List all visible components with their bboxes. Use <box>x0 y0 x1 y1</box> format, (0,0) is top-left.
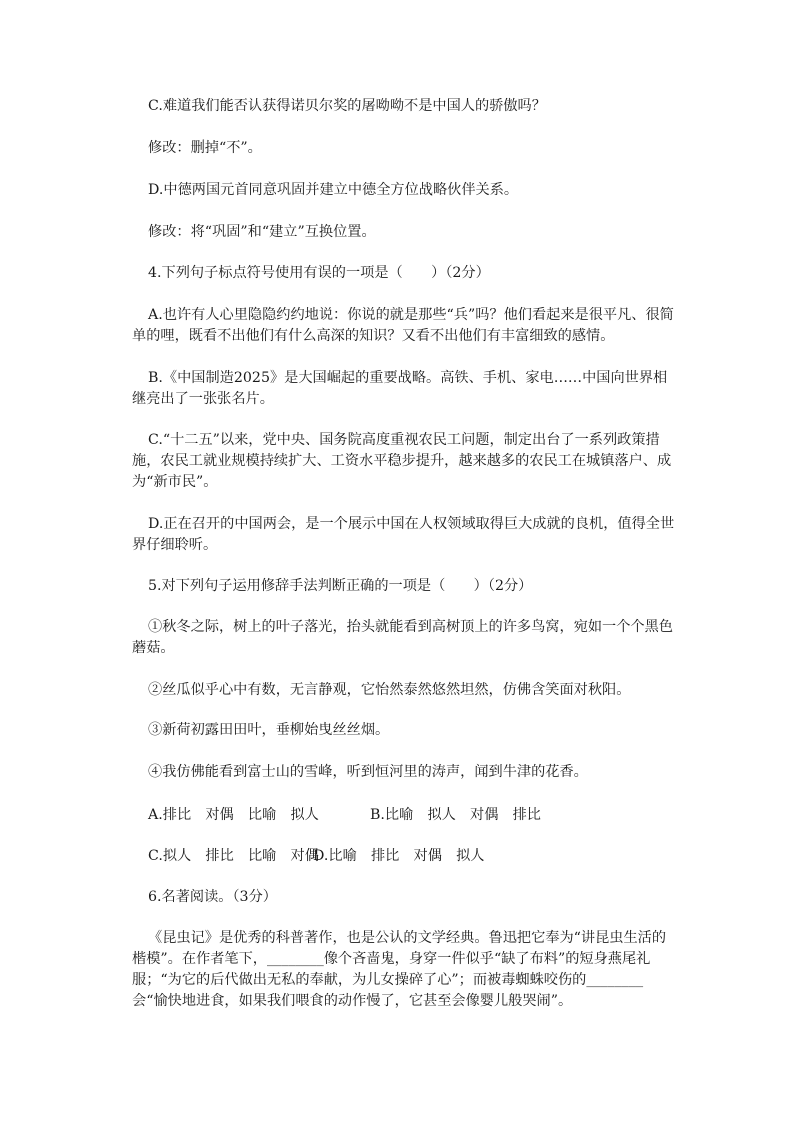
question-4-option-b: B.《中国制造2025》是大国崛起的重要战略。高铁、手机、家电……中国向世界相继亮出了一张张名片。 <box>132 370 668 407</box>
question-6-stem: 6.名著阅读。（3分） <box>148 889 277 905</box>
question-5-option-c: C.拟人 排比 比喻 对偶 <box>148 848 319 864</box>
question-5-option-b: B.比喻 拟人 对偶 排比 <box>370 807 541 823</box>
question-5-options-row-1 <box>148 805 676 826</box>
question-5-option-a: A.排比 对偶 比喻 拟人 <box>148 807 319 823</box>
question-4-option-c: C.“十二五”以来，党中央、国务院高度重视农民工问题，制定出台了一系列政策措施，农民工就业规模持续扩大、工资水平稳步提升，越来越多的农民工在城镇落户、成为“新市民”。 <box>132 432 672 490</box>
question-5-stem: 5.对下列句子运用修辞手法判断正确的一项是（ ）（2分） <box>148 578 533 594</box>
question-5-options-row-2 <box>148 846 676 867</box>
option-c-sentence: C.难道我们能否认获得诺贝尔奖的屠呦呦不是中国人的骄傲吗？ <box>148 98 546 114</box>
question-6-passage: 《昆虫记》是优秀的科普著作，也是公认的文学经典。鲁迅把它奉为“讲昆虫生活的楷模”。在作者笔下，________像个吝啬鬼，身穿一件似乎“缺了布料”的短身燕尾礼服；“为它的后代做出无私的奉献，为儿女操碎了心”；而被毒蜘蛛咬伤的________会“愉快地进食，如果我们喂食的动作慢了，它甚至会像婴儿般哭闹”。 <box>132 930 667 1009</box>
option-c-revision: 修改：删掉“不”。 <box>148 140 262 156</box>
question-5-sentence-3: ③新荷初露田田叶，垂柳始曳丝丝烟。 <box>148 722 390 738</box>
option-d-sentence: D.中德两国元首同意巩固并建立中德全方位战略伙伴关系。 <box>148 182 519 198</box>
question-4-option-a: A.也许有人心里隐隐约约地说：你说的就是那些“兵”吗？他们看起来是很平凡、很简单的哩，既看不出他们有什么高深的知识？又看不出他们有丰富细致的感情。 <box>132 307 674 344</box>
question-5-sentence-4: ④我仿佛能看到富士山的雪峰，听到恒河里的涛声，闻到牛津的花香。 <box>148 764 588 780</box>
question-4-option-d: D.正在召开的中国两会，是一个展示中国在人权领域取得巨大成就的良机，值得全世界仔细聆听。 <box>132 516 675 553</box>
question-4-stem: 4.下列句子标点符号使用有误的一项是（ ）（2分） <box>148 265 490 281</box>
question-5-option-d: D.比喻 排比 对偶 拟人 <box>313 848 485 864</box>
question-5-sentence-1: ①秋冬之际，树上的叶子落光，抬头就能看到高树顶上的许多鸟窝，宛如一个个黑色蘑菇。 <box>132 619 673 656</box>
option-d-revision: 修改：将“巩固”和“建立”互换位置。 <box>148 224 376 240</box>
question-5-sentence-2: ②丝瓜似乎心中有数，无言静观，它怡然泰然悠然坦然，仿佛含笑面对秋阳。 <box>148 682 631 698</box>
